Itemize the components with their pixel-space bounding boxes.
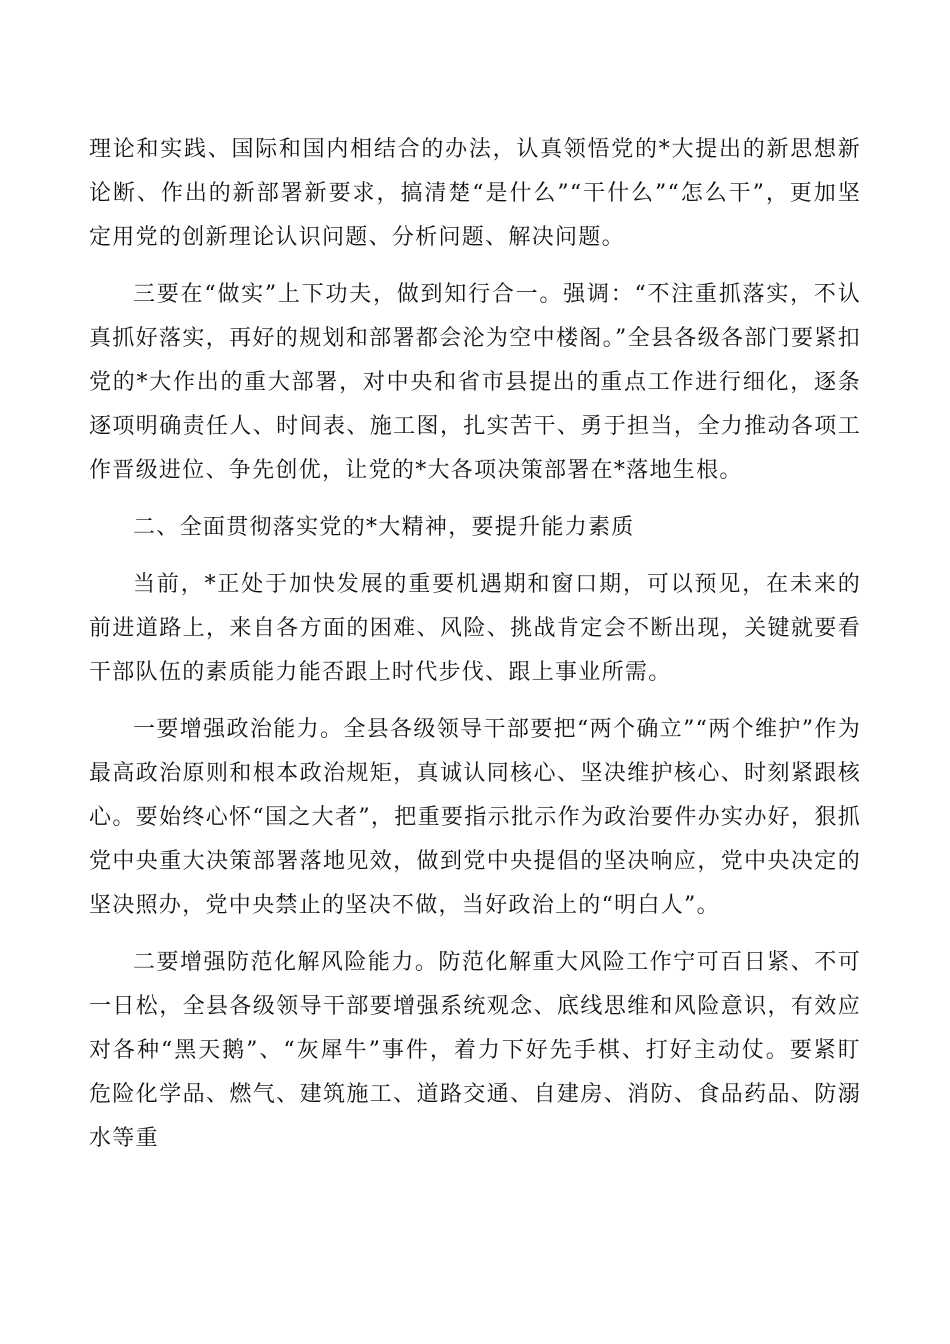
paragraph-political-ability: 一要增强政治能力。全县各级领导干部要把“两个确立”“两个维护”作为最高政治原则和根本政治规矩，真诚认同核心、坚决维护核心、时刻紧跟核心。要始终心怀“国之大者”，把重要指示批示作为政治要件办实办好，狠抓党中央重大决策部署落地见效，做到党中央提倡的坚决响应，党中央决定的坚决照办，党中央禁止的坚决不做，当好政治上的“明白人”。 bbox=[89, 717, 861, 918]
section-heading-two: 二、全面贯彻落实党的*大精神，要提升能力素质 bbox=[133, 515, 635, 540]
paragraph-risk-ability: 二要增强防范化解风险能力。防范化解重大风险工作宁可百日紧、不可一日松，全县各级领导干部要增强系统观念、底线思维和风险意识，有效应对各种“黑天鹅”、“灰犀牛”事件，着力下好先手棋、打好主动仗。要紧盯危险化学品、燃气、建筑施工、道路交通、自建房、消防、食品药品、防溺水等重 bbox=[89, 950, 861, 1151]
paragraph-current-situation: 当前，*正处于加快发展的重要机遇期和窗口期，可以预见，在未来的前进道路上，来自各方面的困难、风险、挑战肯定会不断出现，关键就要看干部队伍的素质能力能否跟上时代步伐、跟上事业所需。 bbox=[89, 572, 861, 685]
paragraph-continued-theory: 理论和实践、国际和国内相结合的办法，认真领悟党的*大提出的新思想新论断、作出的新部署新要求，搞清楚“是什么”“干什么”“怎么干”，更加坚定用党的创新理论认识问题、分析问题、解决问题。 bbox=[89, 137, 861, 250]
paragraph-third-requirement: 三要在“做实”上下功夫，做到知行合一。强调：“不注重抓落实，不认真抓好落实，再好的规划和部署都会沦为空中楼阁。”全县各级各部门要紧扣党的*大作出的重大部署，对中央和省市县提出的重点工作进行细化，逐条逐项明确责任人、时间表、施工图，扎实苦干、勇于担当，全力推动各项工作晋级进位、争先创优，让党的*大各项决策部署在*落地生根。 bbox=[89, 282, 861, 483]
document-body bbox=[89, 128, 861, 1161]
